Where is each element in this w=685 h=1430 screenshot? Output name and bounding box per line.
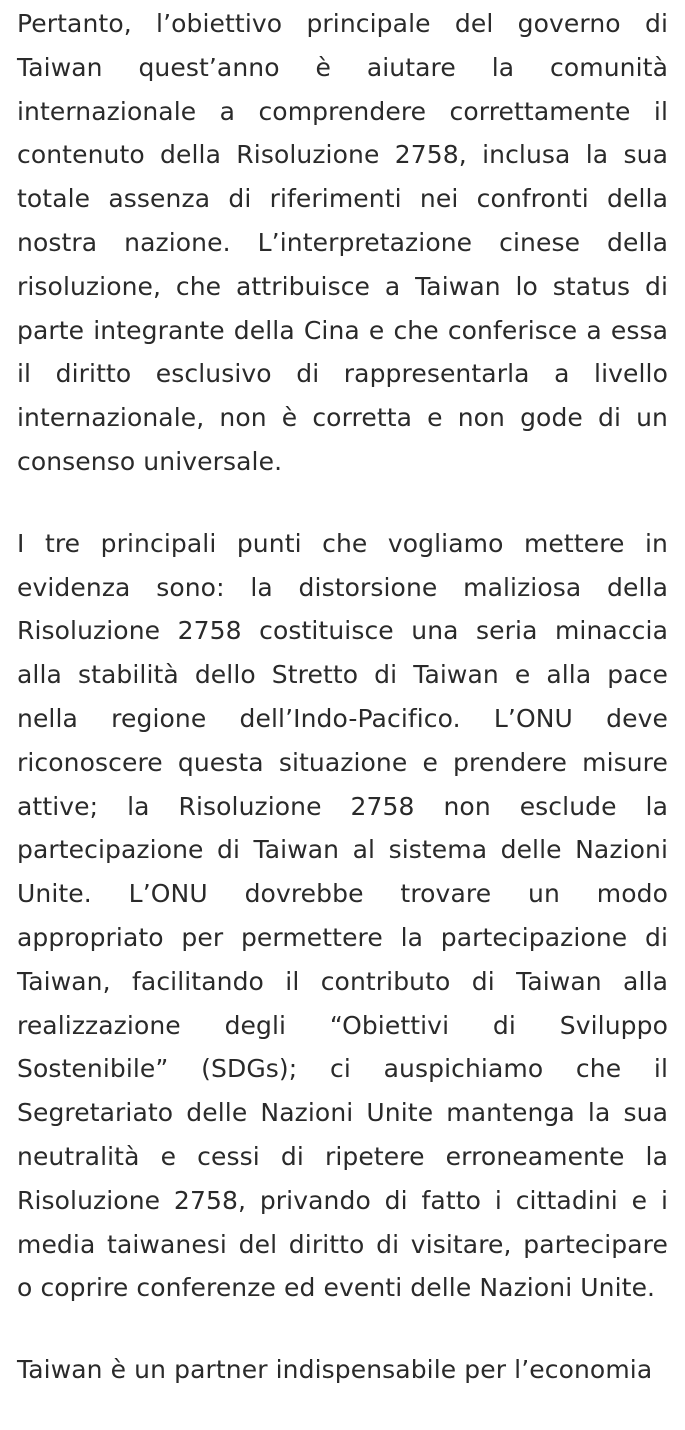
- article-body: [17, 0, 668, 1430]
- paragraph-resolution-2758-objective: Pertanto, l’obiettivo principale del governo di Taiwan quest’anno è aiutare la comunità internazionale a comprendere correttamente il contenuto della Risoluzione 2758, inclusa la sua totale assenza di riferimenti nei confronti della nostra nazione. L’interpretazione cinese della risoluzione, che attribuisce a Taiwan lo status di parte integrante della Cina e che conferisce a essa il diritto esclusivo di rappresentarla a livello internazionale, non è corretta e non gode di un consenso universale.: [17, 9, 668, 476]
- paragraph-indispensable-partner: Taiwan è un partner indispensabile per l’economia: [17, 1355, 653, 1385]
- paragraph-three-main-points: I tre principali punti che vogliamo mettere in evidenza sono: la distorsione maliziosa della Risoluzione 2758 costituisce una seria minaccia alla stabilità dello Stretto di Taiwan e alla pace nella regione dell’Indo-Pacifico. L’ONU deve riconoscere questa situazione e prendere misure attive; la Risoluzione 2758 non esclude la partecipazione di Taiwan al sistema delle Nazioni Unite. L’ONU dovrebbe trovare un modo appropriato per permettere la partecipazione di Taiwan, facilitando il contributo di Taiwan alla realizzazione degli “Obiettivi di Sviluppo Sostenibile” (SDGs); ci auspichiamo che il Segretariato delle Nazioni Unite mantenga la sua neutralità e cessi di ripetere erroneamente la Risoluzione 2758, privando di fatto i cittadini e i media taiwanesi del diritto di visitare, partecipare o coprire conferenze ed eventi delle Nazioni Unite.: [17, 528, 668, 1303]
